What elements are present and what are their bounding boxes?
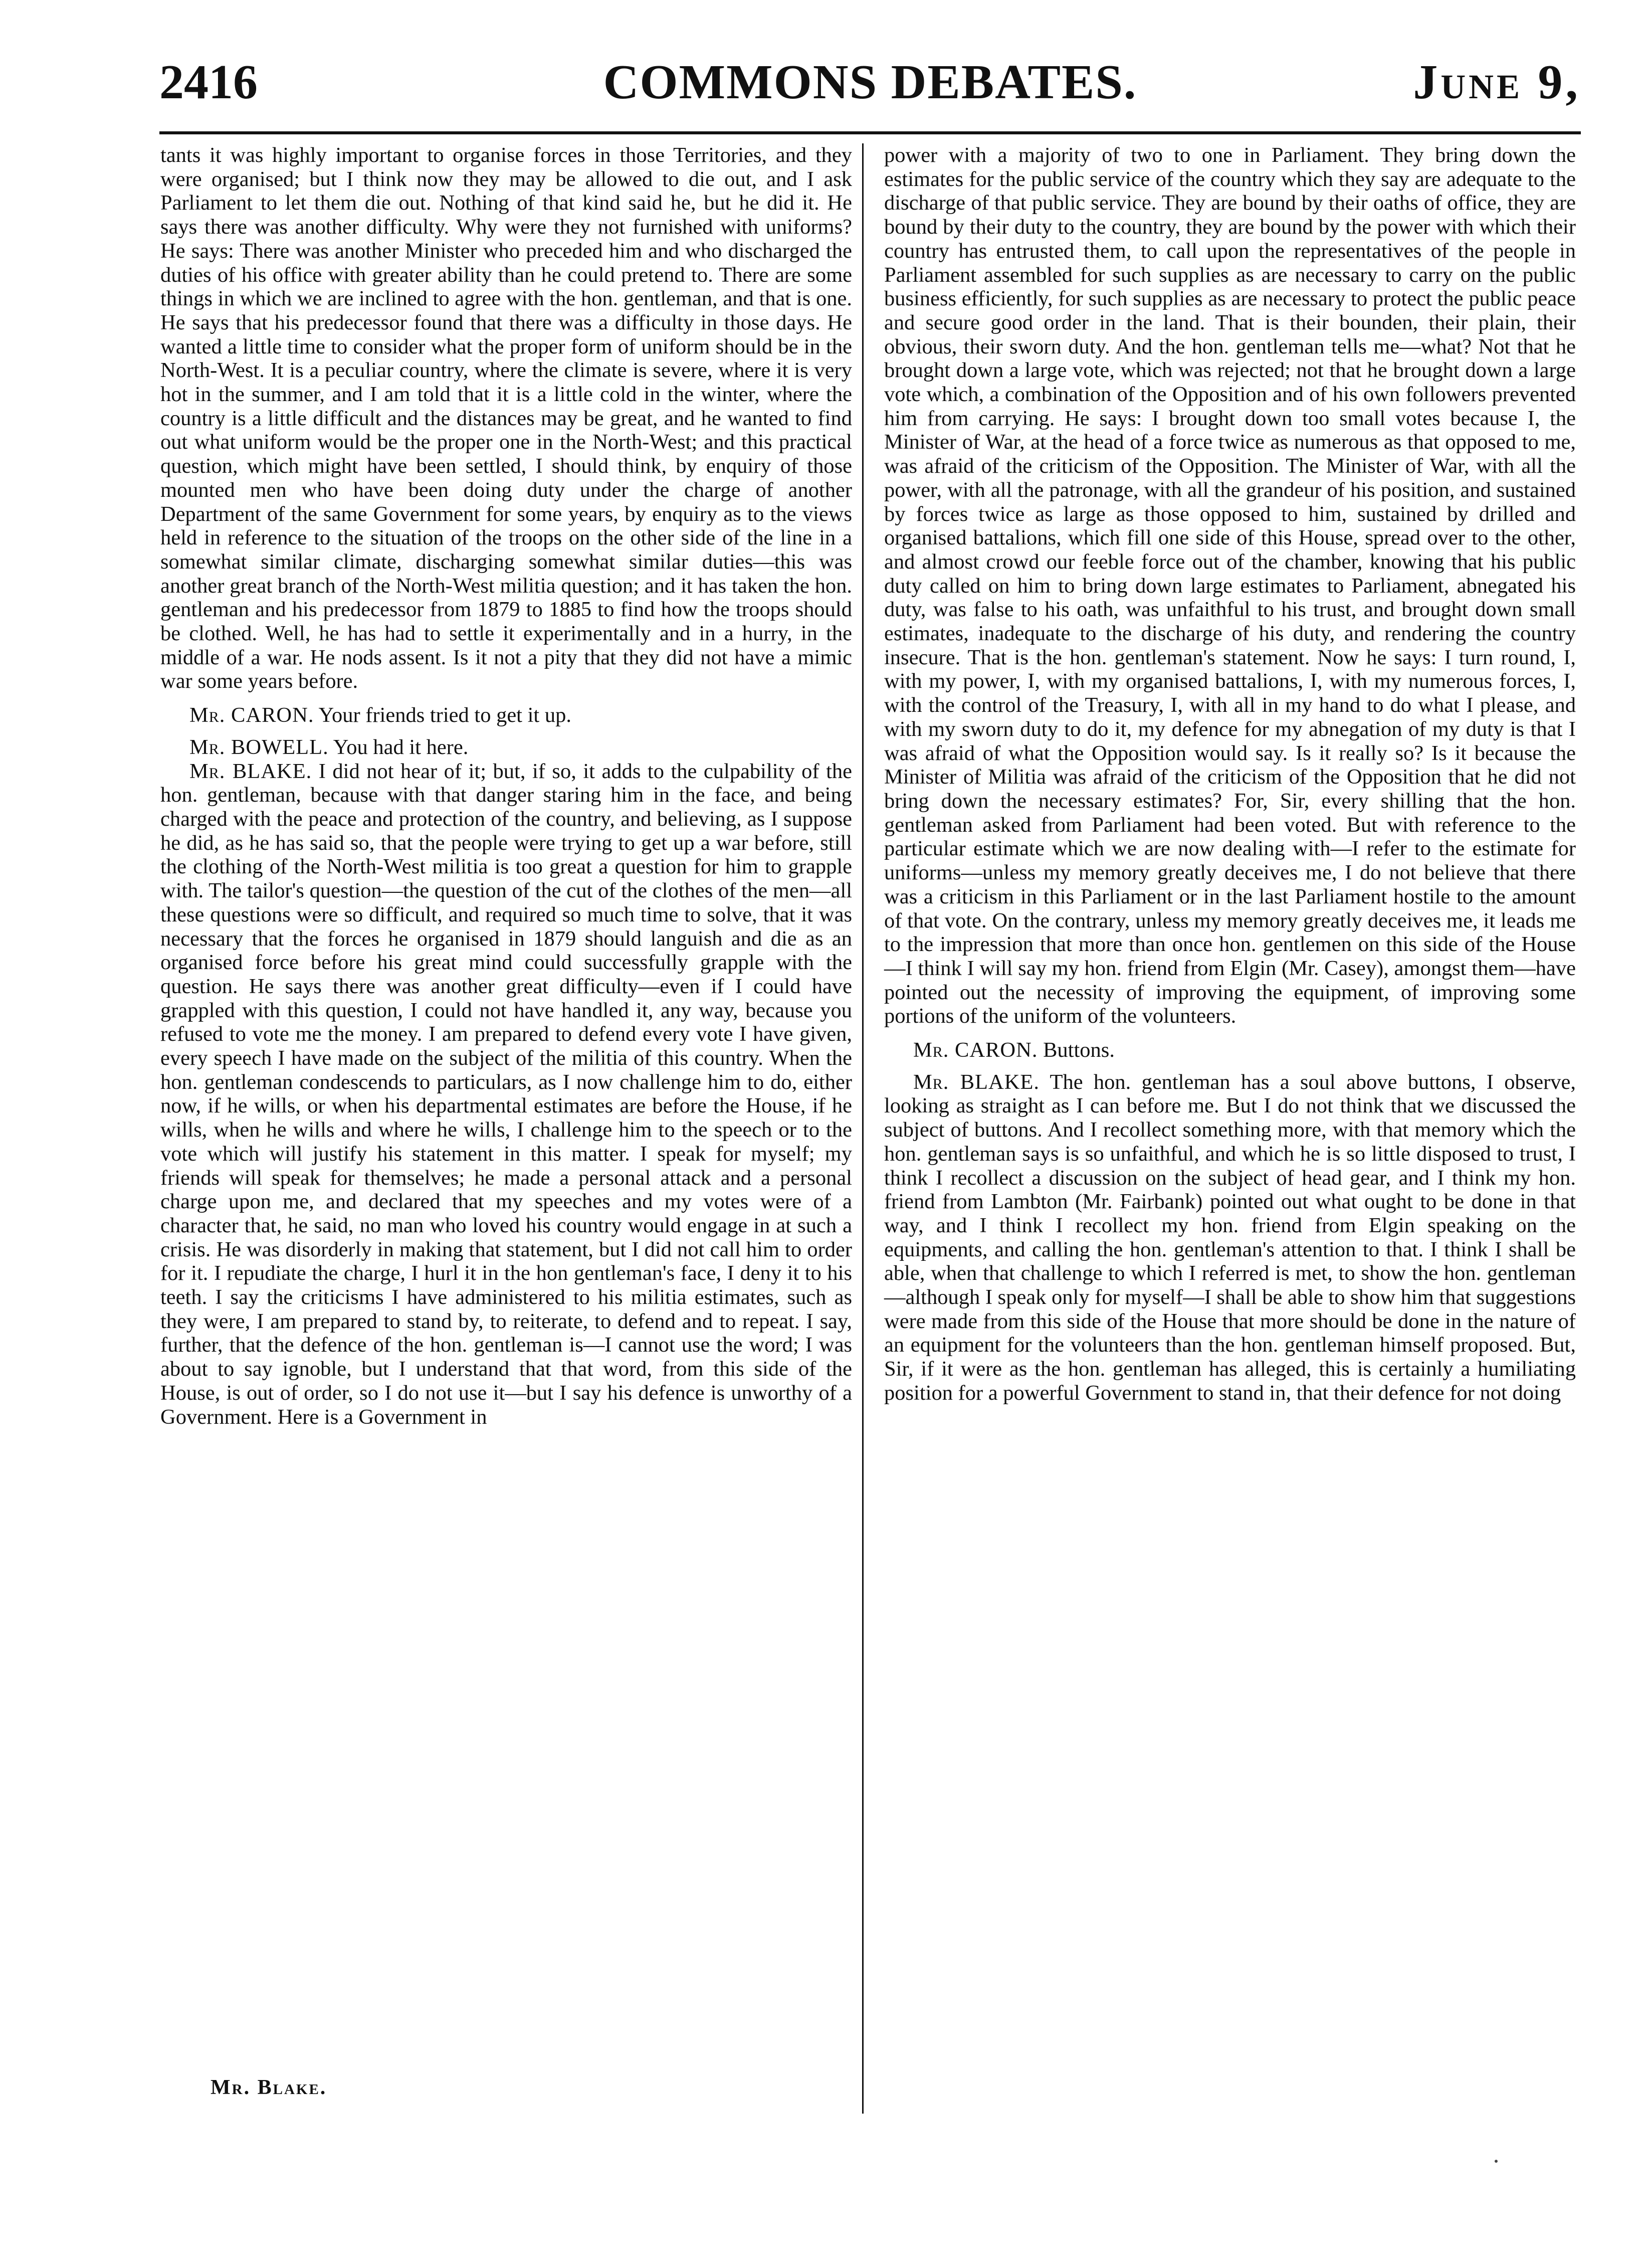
paragraph-text: The hon. gentleman has a soul above buttons, I observe, looking as straight as I can before me. But I do not think that we discussed the subject of buttons. And I recollect something more, with that memory which the hon. gentleman says is so unfaithful, and which he is so little disposed to trust, I think I recollect a discussion on the subject of head gear, and I think my hon. friend from Lambton (Mr. Fairbank) pointed out what ought to be done in that way, and I think I recollect my hon. friend from Elgin speaking on the equipments, and calling the hon. gentleman's attention to that. I think I shall be able, when that challenge to which I referred is met, to show the hon. gentleman—although I speak only for myself—I shall be able to show him that suggestions were made from this side of the House that more should be done in the nature of an equipment for the volunteers than the hon. gentleman himself proposed. But, Sir, if it were as the hon. gentleman has alleged, this is certainly a humiliating position for a powerful Government to stand in, that their defence for not doing: [884, 1070, 1576, 1405]
catchword: Mr. Blake.: [211, 2076, 327, 2099]
speaker-name: Mr. BOWELL.: [189, 735, 329, 759]
paragraph-text: tants it was highly important to organise forces in those Territories, and they were organised; but I think now they may be allowed to die out, and I ask Parliament to let them die out. Nothing of that kind said he, but he did it. He says there was another difficulty. Why were they not furnished with uniforms? He says: There was another Minister who preceded him and who discharged the duties of his office with greater ability than he could pretend to. There are some things in which we are inclined to agree with the hon. gentleman, and that is one. He says that his predecessor found that there was a difficulty in those days. He wanted a little time to consider what the proper form of uniform should be in the North-West. It is a peculiar country, where the climate is severe, where it is very hot in the summer, and I am told that it is a little cold in the winter, where the country is a little difficult and the distances may be great, and he wanted to find out what uniform would be the proper one in the North-West; and this practical question, which might have been settled, I should think, by enquiry of those mounted men who have been doing duty under the charge of another Department of the same Government for some years, by enquiry as to the views held in reference to the situation of the troops on the other side of the line in a somewhat similar climate, discharging somewhat similar duties—this was another great branch of the North-West militia question; and it has taken the hon. gentleman and his predecessor from 1879 to 1885 to find how the troops should be clothed. Well, he has had to settle it experimentally and in a hurry, in the middle of a war. He nods assent. Is it not a pity that they did not have a mimic war some years before.: [160, 143, 852, 693]
right-column: [884, 143, 1576, 1405]
speaker-name: Mr. CARON.: [913, 1038, 1038, 1062]
left-column: [160, 143, 852, 1429]
paragraph-text: I did not hear of it; but, if so, it adds to the culpability of the hon. gentleman, because with that danger staring him in the face, and being charged with the peace and protection of the country, and believing, as I suppose he did, as he has said so, that the people were trying to get up a war before, still the clothing of the North-West militia is too great a question for him to grapple with. The tailor's question—the question of the cut of the clothes of the men—all these questions were so difficult, and required so much time to solve, that it was necessary that the forces he organised in 1879 should languish and die as an organised force before his great mind could successfully grapple with the question. He says there was another great difficulty—even if I could have grappled with this question, I could not have handled it, any way, because you refused to vote me the money. I am prepared to defend every vote I have given, every speech I have made on the subject of the militia of this country. When the hon. gentleman condescends to particulars, as I now challenge him to do, either now, if he wills, or when his departmental estimates are before the House, if he wills, when he wills and where he wills, I challenge him to the speech or to the vote which will justify his statement in this matter. I speak for myself; my friends will speak for themselves; he made a personal attack and a personal charge upon me, and declared that my speeches and my votes were of a character that, he said, no man who loved his country would engage in at such a crisis. He was disorderly in making that statement, but I did not call him to order for it. I repudiate the charge, I hurl it in the hon gentleman's face, I deny it to his teeth. I say the criticisms I have administered to his militia estimates, such as they were, I am prepared to stand by, to reiterate, to defend and to repeat. I say, further, that the defence of the hon. gentleman is—I cannot use the word; I was about to say ignoble, but I understand that that word, from this side of the House, is out of order, so I do not use it—but I say his defence is unworthy of a Government. Here is a Government in: [160, 759, 853, 1429]
header-rule: [159, 131, 1581, 134]
paragraph: [160, 703, 852, 727]
column-divider: [862, 143, 864, 2114]
page-title: COMMONS DEBATES.: [603, 55, 1137, 109]
speaker-name: Mr. BLAKE.: [913, 1070, 1040, 1094]
paragraph: [884, 143, 1576, 1028]
paragraph: [884, 1038, 1576, 1062]
stray-mark: [1495, 2160, 1498, 2163]
page-header: [159, 34, 1581, 134]
paragraph-text: Buttons.: [1043, 1038, 1115, 1062]
page-date: June 9,: [1413, 55, 1581, 109]
paragraph-text: power with a majority of two to one in Parliament. They bring down the estimates for the public service of the country which they say are adequate to the discharge of that public service. They are bound by their oaths of office, they are bound by their duty to the country, they are bound by the power with which their country has entrusted them, to call upon the representatives of the people in Parliament assembled for such supplies as are necessary to carry on the public business efficiently, for such supplies as are necessary to protect the public peace and secure good order in the land. That is their bounden, their plain, their obvious, their sworn duty. And the hon. gentleman tells me—what? Not that he brought down a large vote, which was rejected; not that he brought down a large vote which, a combination of the Opposition and of his own followers prevented him from carrying. He says: I brought down too small votes because I, the Minister of War, at the head of a force twice as numerous as that opposed to me, was afraid of the criticism of the Opposition. The Minister of War, with all the power, with all the patronage, with all the grandeur of his position, and sustained by forces twice as large as those opposed to him, sustained by drilled and organised battalions, which fill one side of this House, spread over to the other, and almost crowd our feeble force out of the chamber, knowing that his public duty called on him to bring down large estimates to Parliament, abnegated his duty, was false to his oath, was unfaithful to his trust, and brought down small estimates, inadequate to the discharge of his duty, and rendering the country insecure. That is the hon. gentleman's statement. Now he says: I turn round, I, with my power, I, with my organised battalions, I, with my numerous forces, I, with the control of the Treasury, I, with all in my hand to do what I please, and with my sworn duty to do it, my defence for my abnegation of my duty is that I was afraid of what the Opposition would say. Is it really so? Is it because the Minister of Militia was afraid of the criticism of the Opposition that he did not bring down the necessary estimates? For, Sir, every shilling that the hon. gentleman asked from Parliament had been voted. But with reference to the particular estimate which we are now dealing with—I refer to the estimate for uniforms—unless my memory greatly deceives me, I do not believe that there was a criticism in this Parliament or in the last Parliament hostile to the amount of that vote. On the contrary, unless my memory greatly deceives me, it leads me to the impression that more than once hon. gentlemen on this side of the House—I think I will say my hon. friend from Elgin (Mr. Casey), amongst them—have pointed out the necessity of improving the equipment, of improving some portions of the uniform of the volunteers.: [884, 143, 1576, 1028]
page-number: 2416: [159, 55, 258, 109]
paragraph: [160, 143, 852, 693]
paragraph: [160, 760, 852, 1429]
speaker-name: Mr. BLAKE.: [189, 759, 312, 783]
paragraph: [884, 1070, 1576, 1405]
paragraph-text: Your friends tried to get it up.: [318, 703, 571, 727]
paragraph-text: You had it here.: [333, 735, 469, 759]
speaker-name: Mr. CARON.: [189, 703, 314, 727]
paragraph: [160, 735, 852, 760]
